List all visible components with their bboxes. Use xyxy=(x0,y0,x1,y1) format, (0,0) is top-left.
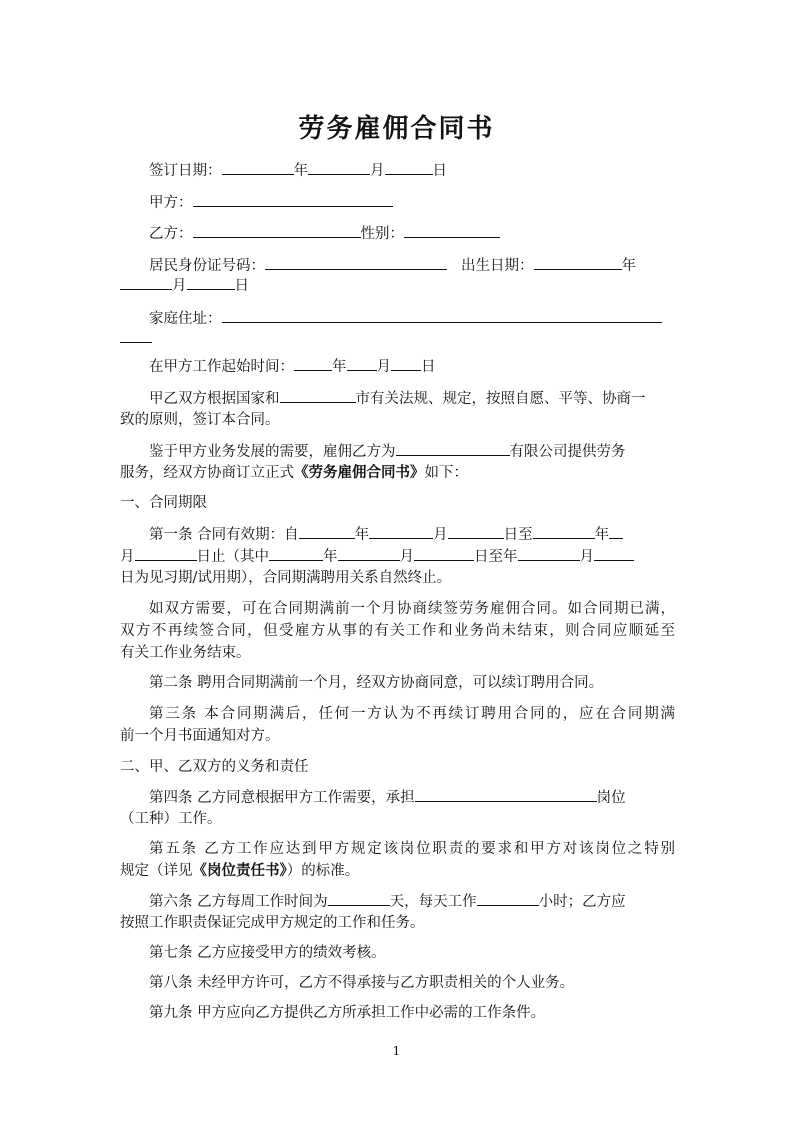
article-1-para-2-line-2: 双方不再续签合同，但受雇方从事的有关工作和业务尚未结束，则合同应顺延至 xyxy=(120,623,675,639)
article-1-label: 第一条 xyxy=(149,527,193,543)
sign-day-blank[interactable] xyxy=(385,159,433,175)
work-days-blank[interactable] xyxy=(328,890,390,906)
birth-day-blank[interactable] xyxy=(187,274,235,290)
article-1-text: 合同有效期：自 xyxy=(197,527,299,543)
trial-end-month-blank[interactable] xyxy=(594,545,634,561)
id-number-line-2 xyxy=(120,274,675,297)
day-text: 日 xyxy=(432,163,447,179)
trial-start-day-blank[interactable] xyxy=(414,545,474,561)
article-1-text-c: 日至年 xyxy=(474,549,518,565)
article-9: 第九条 甲方应向乙方提供乙方所承担工作中必需的工作条件。 xyxy=(149,1005,546,1021)
month-text: 月 xyxy=(370,163,385,179)
day-to-text: 日至 xyxy=(503,527,533,543)
intro1-text-a: 甲乙双方根据国家和 xyxy=(149,391,280,407)
article-1 xyxy=(120,523,675,546)
day-text: 日 xyxy=(421,359,436,375)
article-1-text-b: 日止（其中 xyxy=(196,549,269,565)
article-6-text-a: 第六条 乙方每周工作时间为 xyxy=(149,894,328,910)
term-end-year-blank[interactable] xyxy=(533,523,595,539)
month-text: 月 xyxy=(579,549,594,565)
trial-start-month-blank[interactable] xyxy=(338,545,400,561)
intro1-text-b: 市有关法规、规定，按照自愿、平等、协商一 xyxy=(355,391,646,407)
term-start-month-blank[interactable] xyxy=(369,523,433,539)
article-5-line-2 xyxy=(120,860,675,882)
party-b-blank[interactable] xyxy=(193,222,361,238)
article-1-line-3: 日为见习期/试用期），合同期满聘用关系自然终止。 xyxy=(120,570,452,586)
article-6-line-2: 按照工作职责保证完成甲方规定的工作和任务。 xyxy=(120,915,425,931)
start-year-blank[interactable] xyxy=(294,355,332,371)
gender-blank[interactable] xyxy=(404,222,500,238)
term-start-day-blank[interactable] xyxy=(448,523,504,539)
address-blank[interactable] xyxy=(222,307,662,323)
start-date-line xyxy=(120,355,675,378)
intro2-text-b: 有限公司提供劳务 xyxy=(509,444,626,460)
intro-para-2 xyxy=(120,440,675,463)
month-text: 月 xyxy=(120,549,135,565)
intro-para-1-line-2: 致的原则，签订本合同。 xyxy=(120,412,280,428)
article-7: 第七条 乙方应接受甲方的绩效考核。 xyxy=(149,945,386,961)
sign-month-blank[interactable] xyxy=(308,159,370,175)
party-b-line xyxy=(120,222,675,245)
section-heading-1: 一、合同期限 xyxy=(120,495,207,511)
address-line-2 xyxy=(120,327,675,350)
address-blank-2[interactable] xyxy=(120,327,152,343)
sign-date-line xyxy=(120,159,675,182)
party-a-blank[interactable] xyxy=(193,191,393,207)
birth-month-blank[interactable] xyxy=(120,274,172,290)
day-text: 日 xyxy=(234,278,249,294)
position-blank[interactable] xyxy=(415,786,597,802)
term-start-year-blank[interactable] xyxy=(299,523,355,539)
sign-year-blank[interactable] xyxy=(222,159,294,175)
term-end-day-blank[interactable] xyxy=(135,545,197,561)
year-text: 年 xyxy=(293,163,308,179)
month-text: 月 xyxy=(399,549,414,565)
intro2-text-d: 如下： xyxy=(424,465,468,481)
article-3-line-2: 前一个月书面通知对方。 xyxy=(120,728,280,744)
article-5-text-a: 规定（详见 xyxy=(120,863,193,879)
article-6 xyxy=(120,890,675,913)
intro-para-1 xyxy=(120,387,675,410)
month-text: 月 xyxy=(433,527,448,543)
article-5-text-b: ）的标准。 xyxy=(286,863,360,879)
article-4-text-b: 岗位 xyxy=(596,790,626,806)
start-day-blank[interactable] xyxy=(391,355,421,371)
article-6-text-c: 小时；乙方应 xyxy=(538,894,626,910)
gender-label: 性别： xyxy=(360,226,404,242)
city-blank[interactable] xyxy=(280,387,356,403)
document-title: 劳务雇佣合同书 xyxy=(298,114,495,144)
article-5: 第五条 乙方工作应达到甲方规定该岗位职责的要求和甲方对该岗位之特别 xyxy=(149,841,675,857)
id-number-label: 居民身份证号码： xyxy=(149,258,265,274)
article-6-text-b: 天，每天工作 xyxy=(389,894,477,910)
article-2: 第二条 聘用合同期满前一个月，经双方协商同意，可以续订聘用合同。 xyxy=(149,675,604,691)
id-number-blank[interactable] xyxy=(265,254,447,270)
article-4-line-2: （工种）工作。 xyxy=(120,811,222,827)
party-b-label: 乙方： xyxy=(149,226,193,242)
intro-para-2-line-2 xyxy=(120,462,675,484)
party-a-line xyxy=(120,191,675,214)
intro2-text-c: 服务，经双方协商订立正式 xyxy=(120,465,294,481)
month-text: 月 xyxy=(172,278,187,294)
trial-start-year-blank[interactable] xyxy=(269,545,323,561)
year-text: 年 xyxy=(354,527,370,543)
start-date-label: 在甲方工作起始时间： xyxy=(149,359,294,375)
section-heading-2: 二、甲、乙双方的义务和责任 xyxy=(120,759,309,775)
job-responsibility-bold: 《岗位责任书》 xyxy=(192,862,287,879)
article-1-para-2-line-3: 有关工作业务结束。 xyxy=(120,645,251,661)
birth-year-blank[interactable] xyxy=(534,254,622,270)
intro2-text-a: 鉴于甲方业务发展的需要，雇佣乙方为 xyxy=(149,444,396,460)
company-blank[interactable] xyxy=(396,440,510,456)
term-end-month-blank[interactable] xyxy=(609,523,623,539)
work-hours-blank[interactable] xyxy=(477,890,539,906)
article-3: 第三条 本合同期满后，任何一方认为不再续订聘用合同的，应在合同期满 xyxy=(149,706,675,722)
month-text: 月 xyxy=(376,359,391,375)
article-4-text-a: 第四条 乙方同意根据甲方工作需要，承担 xyxy=(149,790,415,806)
article-4 xyxy=(120,786,675,809)
year-text: 年 xyxy=(332,359,347,375)
sign-date-label: 签订日期： xyxy=(149,163,222,179)
page-number: 1 xyxy=(392,1044,401,1058)
year-text: 年 xyxy=(323,549,338,565)
year-text: 年 xyxy=(594,527,610,543)
birth-date-label: 出生日期： xyxy=(461,258,534,274)
start-month-blank[interactable] xyxy=(347,355,377,371)
contract-name-bold: 《劳务雇佣合同书》 xyxy=(294,464,425,481)
article-1-para-2: 如双方需要，可在合同期满前一个月协商续签劳务雇佣合同。如合同期已满， xyxy=(149,601,675,617)
address-label: 家庭住址： xyxy=(149,311,222,327)
party-a-label: 甲方： xyxy=(149,195,193,211)
trial-end-blank[interactable] xyxy=(518,545,580,561)
article-1-line-2 xyxy=(120,545,675,568)
article-8: 第八条 未经甲方许可，乙方不得承接与乙方职责相关的个人业务。 xyxy=(149,975,575,991)
year-text: 年 xyxy=(621,258,636,274)
